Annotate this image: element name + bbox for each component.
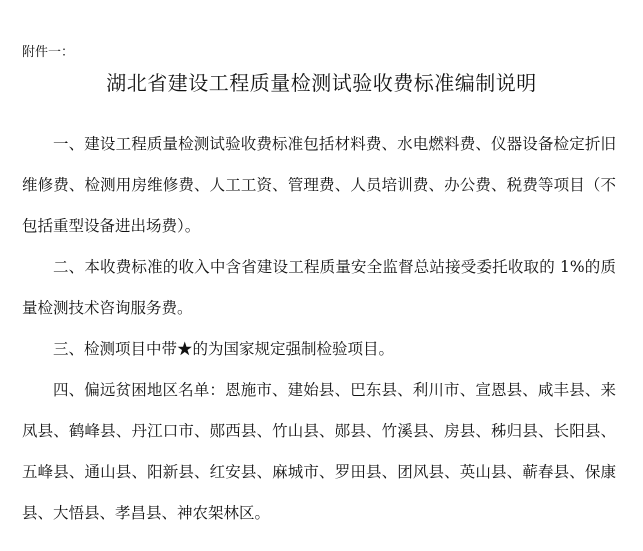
annex-label: 附件一： (22, 45, 75, 60)
paragraph-mandatory-items: 三、检测项目中带★的为国家规定强制检验项目。 (53, 340, 395, 358)
paragraph-fee-composition: 一、建设工程质量检测试验收费标准包括材料费、水电燃料费、仪器设备检定折旧维修费、检测用房维修费、人工工资、管理费、人员培训费、办公费、税费等项目（不包括重型设备进出场费）。 (22, 135, 616, 235)
document-body (22, 124, 616, 534)
paragraph-consulting-fee: 二、本收费标准的收入中含省建设工程质量安全监督总站接受委托收取的 1%的质量检测技术咨询服务费。 (22, 258, 616, 317)
paragraph-remote-areas: 四、偏远贫困地区名单：恩施市、建始县、巴东县、利川市、宣恩县、咸丰县、来凤县、鹤峰县、丹江口市、郧西县、竹山县、郧县、竹溪县、房县、秭归县、长阳县、五峰县、通山县、阳新县、红安县、麻城市、罗田县、团风县、英山县、蕲春县、保康县、大悟县、孝昌县、神农架林区。 (22, 381, 616, 522)
document-title: 湖北省建设工程质量检测试验收费标准编制说明 (106, 71, 537, 95)
